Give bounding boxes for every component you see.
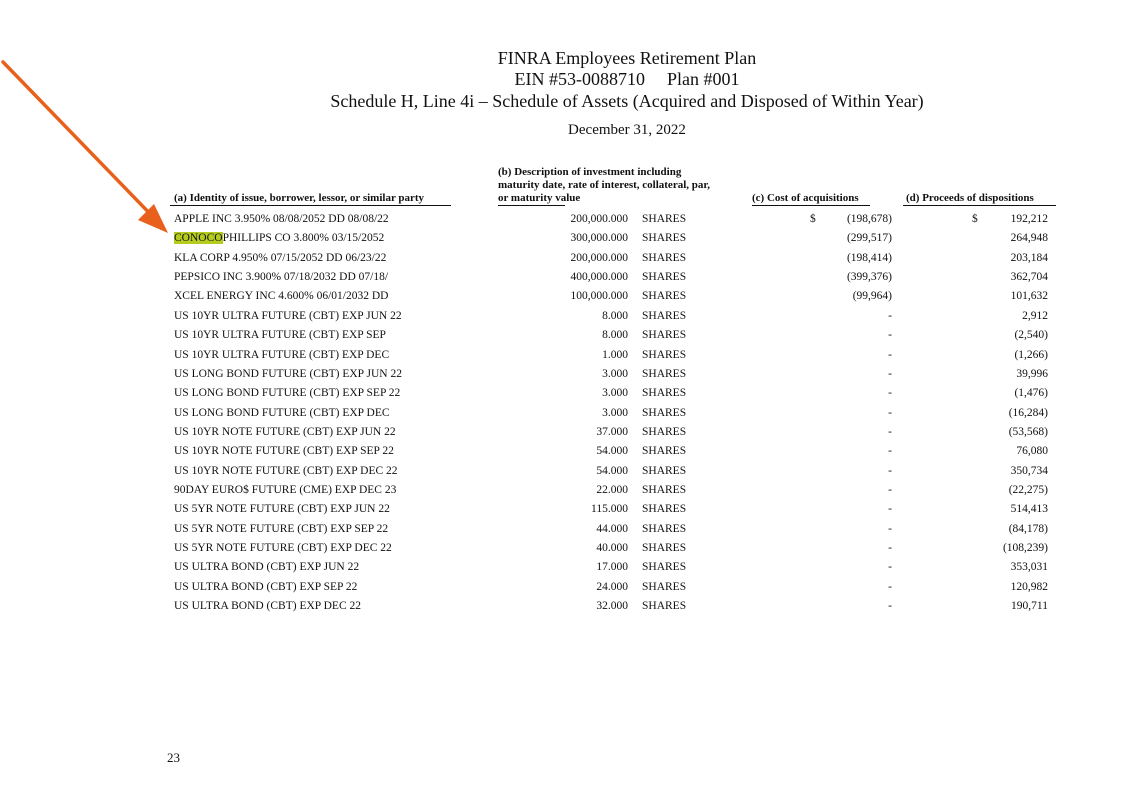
quantity-cell: 24.000 (596, 580, 628, 593)
report-date: December 31, 2022 (568, 122, 686, 138)
identity-cell (174, 558, 359, 577)
quantity-cell: 44.000 (596, 522, 628, 535)
asset-table (0, 210, 1139, 617)
identity-cell (174, 365, 402, 384)
identity-cell (174, 481, 396, 500)
unit-cell: SHARES (642, 329, 687, 342)
unit-cell: SHARES (642, 600, 687, 613)
proceeds-cell: 101,632 (1010, 290, 1048, 303)
proceeds-currency: $ (972, 213, 978, 225)
quantity-cell: 22.000 (596, 484, 628, 497)
identity-text: US 5YR NOTE FUTURE (CBT) EXP DEC 22 (174, 542, 392, 555)
proceeds-cell: 120,982 (1010, 580, 1048, 593)
unit-cell: SHARES (642, 425, 687, 438)
identity-text: US LONG BOND FUTURE (CBT) EXP DEC (174, 406, 390, 419)
cost-cell: (99,964) (852, 290, 892, 303)
proceeds-cell: 350,734 (1010, 464, 1048, 477)
schedule-title: Schedule H, Line 4i – Schedule of Assets (Acquired and Disposed of Within Year) (330, 91, 924, 111)
highlighted-text: CONOCO (174, 232, 223, 245)
cost-cell: (198,414) (846, 251, 892, 264)
quantity-cell: 54.000 (596, 445, 628, 458)
unit-cell: SHARES (642, 406, 687, 419)
proceeds-cell: 190,711 (1011, 600, 1048, 613)
quantity-cell: 8.000 (602, 329, 628, 342)
identity-text: US 10YR NOTE FUTURE (CBT) EXP SEP 22 (174, 445, 394, 458)
table-row (0, 404, 1139, 423)
unit-cell: SHARES (642, 251, 687, 264)
table-row (0, 326, 1139, 345)
proceeds-cell: 192,212 (1010, 213, 1048, 225)
table-row (0, 481, 1139, 500)
unit-cell: SHARES (642, 464, 687, 477)
cost-currency: $ (810, 213, 816, 225)
column-header-cost: (c) Cost of acquisitions (752, 192, 859, 204)
identity-text: PHILLIPS CO 3.800% 03/15/2052 (222, 232, 385, 245)
identity-text: US LONG BOND FUTURE (CBT) EXP SEP 22 (174, 387, 401, 400)
cost-cell: - (888, 503, 892, 516)
identity-cell (174, 404, 390, 423)
identity-text: US 10YR ULTRA FUTURE (CBT) EXP SEP (174, 329, 386, 342)
cost-cell: - (888, 348, 892, 361)
identity-text: XCEL ENERGY INC 4.600% 06/01/2032 DD (174, 290, 389, 303)
proceeds-cell: 39,996 (1016, 367, 1048, 380)
identity-cell (174, 326, 386, 345)
identity-cell (174, 597, 361, 616)
unit-cell: SHARES (642, 309, 687, 322)
ein: EIN #53-0088710 (514, 69, 645, 89)
quantity-cell: 300,000.000 (570, 232, 628, 245)
quantity-cell: 200,000.000 (570, 213, 628, 225)
proceeds-cell: (1,476) (1014, 387, 1048, 400)
identity-cell (174, 346, 389, 365)
table-row (0, 307, 1139, 326)
unit-cell: SHARES (642, 232, 687, 245)
proceeds-cell: (53,568) (1008, 425, 1048, 438)
header-underline (170, 205, 451, 206)
quantity-cell: 37.000 (596, 425, 628, 438)
quantity-cell: 40.000 (596, 542, 628, 555)
unit-cell: SHARES (642, 542, 687, 555)
quantity-cell: 400,000.000 (570, 271, 628, 284)
unit-cell: SHARES (642, 367, 687, 380)
identity-cell (174, 307, 402, 326)
proceeds-cell: (108,239) (1002, 542, 1048, 555)
column-header-description: (b) Description of investment including maturity date, rate of interest, collateral, par, or maturity value (498, 166, 710, 204)
quantity-cell: 54.000 (596, 464, 628, 477)
column-header-identity: (a) Identity of issue, borrower, lessor, or similar party (174, 192, 425, 204)
table-row (0, 558, 1139, 577)
identity-cell (174, 500, 390, 519)
table-row (0, 210, 1139, 229)
cost-cell: (299,517) (846, 232, 892, 245)
identity-text: US 10YR NOTE FUTURE (CBT) EXP JUN 22 (174, 425, 396, 438)
cost-cell: - (888, 406, 892, 419)
cost-cell: (198,678) (846, 213, 892, 225)
table-row (0, 365, 1139, 384)
plan-identifiers (0, 68, 1139, 90)
cost-cell: - (888, 464, 892, 477)
unit-cell: SHARES (642, 387, 687, 400)
table-row (0, 442, 1139, 461)
header-underline (903, 205, 1056, 206)
header-underline (498, 205, 565, 206)
unit-cell: SHARES (642, 484, 687, 497)
proceeds-cell: 514,413 (1010, 503, 1048, 516)
cost-cell: - (888, 445, 892, 458)
header-underline (752, 205, 870, 206)
unit-cell: SHARES (642, 580, 687, 593)
identity-cell (174, 287, 388, 306)
unit-cell: SHARES (642, 213, 687, 225)
cost-cell: - (888, 522, 892, 535)
column-header-proceeds: (d) Proceeds of dispositions (906, 192, 1034, 204)
cost-cell: - (888, 542, 892, 555)
quantity-cell: 17.000 (596, 561, 628, 574)
identity-cell (174, 268, 388, 287)
identity-text: US 5YR NOTE FUTURE (CBT) EXP SEP 22 (174, 522, 389, 535)
identity-cell (174, 539, 392, 558)
identity-cell (174, 249, 386, 268)
proceeds-cell: (2,540) (1014, 329, 1048, 342)
table-row (0, 578, 1139, 597)
table-row (0, 384, 1139, 403)
proceeds-cell: 362,704 (1010, 271, 1048, 284)
page-number: 23 (167, 750, 180, 765)
cost-cell: - (888, 329, 892, 342)
table-row (0, 229, 1139, 248)
quantity-cell: 32.000 (596, 600, 628, 613)
proceeds-cell: 203,184 (1010, 251, 1048, 264)
identity-text: US 10YR ULTRA FUTURE (CBT) EXP JUN 22 (174, 309, 402, 322)
table-row (0, 268, 1139, 287)
proceeds-cell: 353,031 (1010, 561, 1048, 574)
cost-cell: - (888, 484, 892, 497)
table-row (0, 520, 1139, 539)
unit-cell: SHARES (642, 561, 687, 574)
identity-cell (174, 442, 394, 461)
proceeds-cell: 264,948 (1010, 232, 1048, 245)
table-row (0, 423, 1139, 442)
table-row (0, 597, 1139, 616)
table-row (0, 346, 1139, 365)
table-row (0, 287, 1139, 306)
quantity-cell: 3.000 (602, 367, 628, 380)
quantity-cell: 100,000.000 (570, 290, 628, 303)
unit-cell: SHARES (642, 445, 687, 458)
cost-cell: - (888, 387, 892, 400)
quantity-cell: 3.000 (602, 387, 628, 400)
identity-cell (174, 423, 396, 442)
unit-cell: SHARES (642, 522, 687, 535)
identity-text: US 10YR NOTE FUTURE (CBT) EXP DEC 22 (174, 464, 398, 477)
table-row (0, 539, 1139, 558)
quantity-cell: 8.000 (602, 309, 628, 322)
quantity-cell: 115.000 (591, 503, 628, 516)
identity-cell (174, 520, 388, 539)
cost-cell: - (888, 561, 892, 574)
identity-text: APPLE INC 3.950% 08/08/2052 DD 08/08/22 (174, 213, 389, 225)
quantity-cell: 200,000.000 (570, 251, 628, 264)
plan-name: FINRA Employees Retirement Plan (497, 48, 757, 68)
table-row (0, 249, 1139, 268)
identity-text: US ULTRA BOND (CBT) EXP SEP 22 (174, 580, 358, 593)
proceeds-cell: 2,912 (1022, 309, 1048, 322)
identity-text: US ULTRA BOND (CBT) EXP JUN 22 (174, 561, 360, 574)
cost-cell: - (888, 309, 892, 322)
table-row (0, 462, 1139, 481)
plan-number: Plan #001 (666, 69, 740, 89)
identity-text: 90DAY EURO$ FUTURE (CME) EXP DEC 23 (174, 484, 397, 497)
identity-text: PEPSICO INC 3.900% 07/18/2032 DD 07/18/ (174, 271, 389, 284)
identity-text: US ULTRA BOND (CBT) EXP DEC 22 (174, 600, 361, 613)
proceeds-cell: (84,178) (1008, 522, 1048, 535)
cost-cell: - (888, 367, 892, 380)
identity-cell (174, 229, 384, 248)
identity-cell (174, 210, 389, 229)
proceeds-cell: 76,080 (1016, 445, 1048, 458)
identity-text: KLA CORP 4.950% 07/15/2052 DD 06/23/22 (174, 251, 387, 264)
identity-cell (174, 578, 357, 597)
unit-cell: SHARES (642, 290, 687, 303)
unit-cell: SHARES (642, 271, 687, 284)
cost-cell: (399,376) (846, 271, 892, 284)
proceeds-cell: (16,284) (1008, 406, 1048, 419)
proceeds-cell: (22,275) (1008, 484, 1048, 497)
quantity-cell: 1.000 (602, 348, 628, 361)
cost-cell: - (888, 425, 892, 438)
unit-cell: SHARES (642, 348, 687, 361)
proceeds-cell: (1,266) (1014, 348, 1048, 361)
identity-text: US 10YR ULTRA FUTURE (CBT) EXP DEC (174, 348, 390, 361)
identity-cell (174, 384, 400, 403)
cost-cell: - (888, 600, 892, 613)
cost-cell: - (888, 580, 892, 593)
identity-cell (174, 462, 398, 481)
identity-text: US 5YR NOTE FUTURE (CBT) EXP JUN 22 (174, 503, 390, 516)
unit-cell: SHARES (642, 503, 687, 516)
identity-text: US LONG BOND FUTURE (CBT) EXP JUN 22 (174, 367, 402, 380)
quantity-cell: 3.000 (602, 406, 628, 419)
table-row (0, 500, 1139, 519)
